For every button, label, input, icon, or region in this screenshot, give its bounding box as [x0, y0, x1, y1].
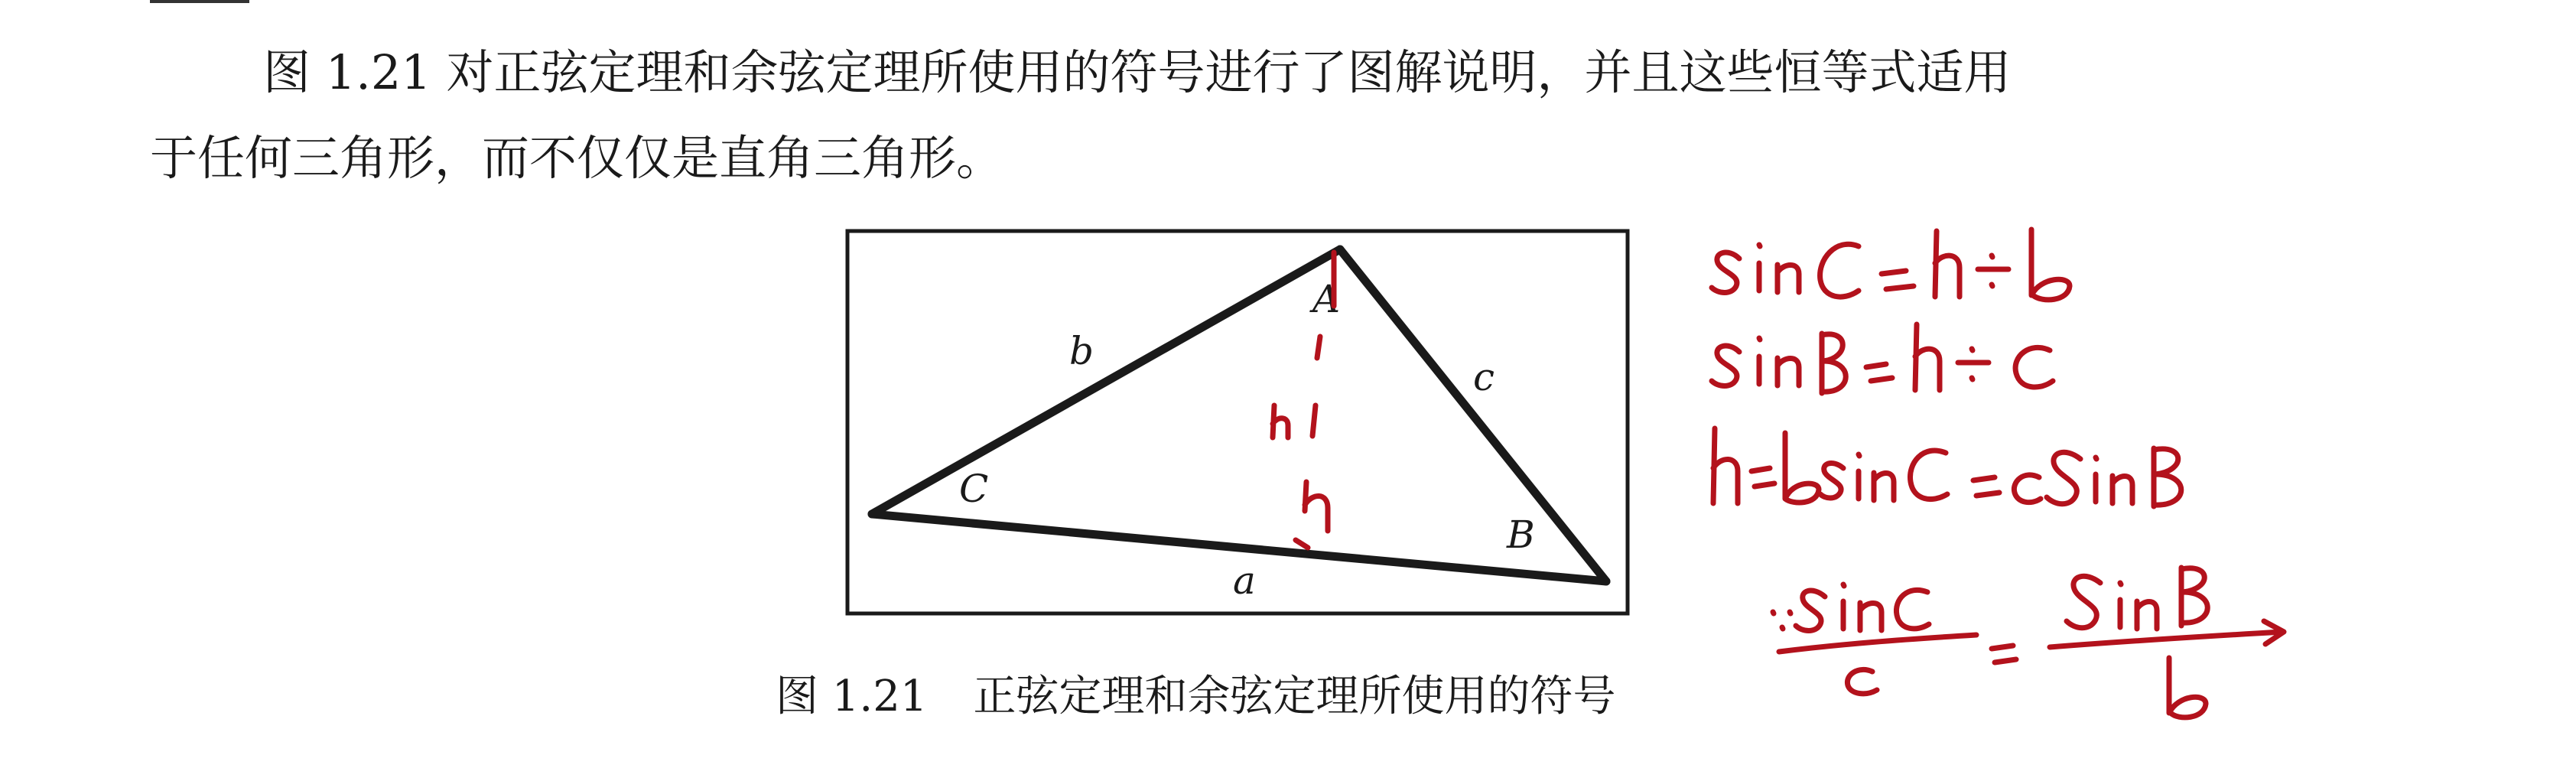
vertex-label-A: A	[1312, 277, 1341, 321]
vertex-label-B: B	[1507, 513, 1535, 557]
side-label-a: a	[1233, 558, 1256, 603]
handwritten-note-4	[1773, 568, 2284, 718]
handwritten-note-3	[1713, 428, 2181, 506]
figure-caption	[776, 662, 1616, 724]
paragraph-line-1: 图 1.21 对正弦定理和余弦定理所使用的符号进行了图解说明，并且这些恒等式适用	[263, 44, 2012, 100]
side-c-line	[1340, 249, 1606, 581]
handwritten-note-1	[1712, 229, 2070, 300]
handwritten-note-2	[1712, 324, 2053, 393]
caption-text: 正弦定理和余弦定理所使用的符号	[973, 672, 1616, 721]
caption-number: 图 1.21	[776, 672, 928, 721]
side-label-c: c	[1473, 355, 1495, 399]
paragraph-line-2: 于任何三角形，而不仅仅是直角三角形。	[150, 130, 1004, 186]
handwritten-notes	[1712, 229, 2284, 718]
side-label-b: b	[1069, 329, 1094, 373]
vertex-label-C: C	[959, 467, 989, 511]
side-b-line	[872, 249, 1340, 514]
